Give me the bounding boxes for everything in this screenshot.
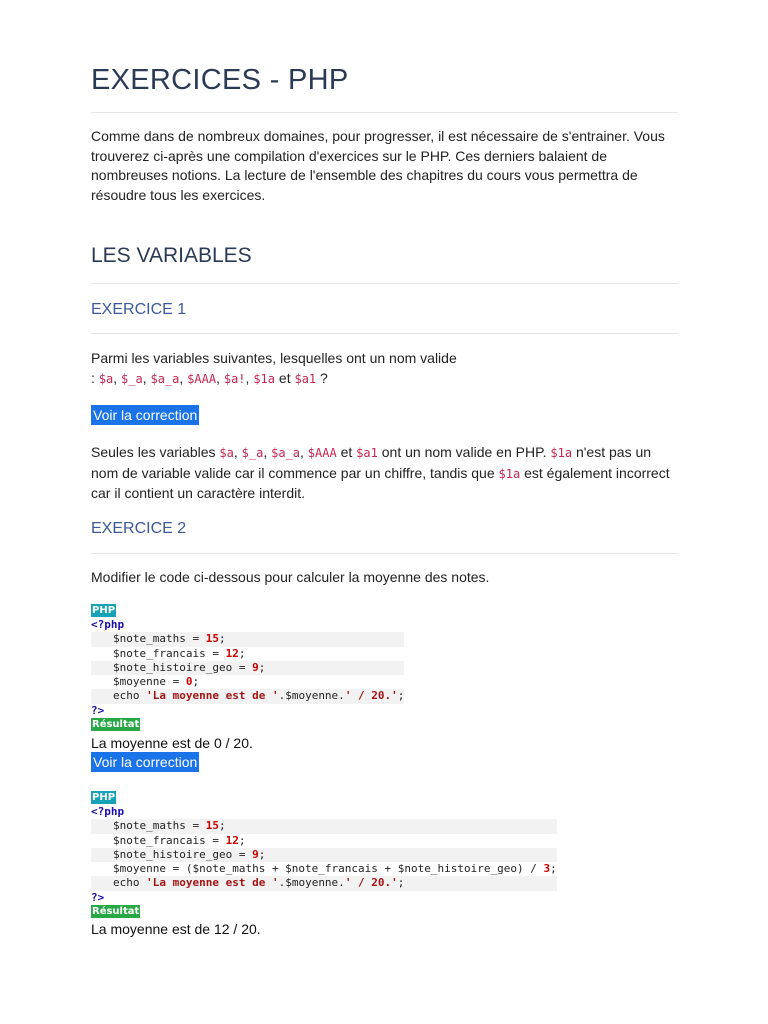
variable-name: $a1 [294, 371, 317, 386]
code-token: .$moyenne. [278, 689, 345, 703]
code-token: $moyenne = [113, 675, 186, 689]
result-badge: Résultat [92, 906, 140, 917]
code-token: $note_maths = [113, 819, 206, 833]
conjunction: et [275, 369, 295, 386]
code-token: ; [258, 847, 266, 861]
code-number: 12 [225, 833, 239, 847]
question-end: ? [316, 369, 328, 386]
question-prefix: : [91, 369, 99, 386]
code-string: 'La moyenne est de ' [146, 689, 279, 703]
answer-text: n'est pas un nom de variable valide car il commence par un chiffre, tandis que [91, 444, 652, 481]
result-output: La moyenne est de 12 / 20. [91, 921, 261, 937]
separator: , [263, 444, 272, 460]
code-token: ; [192, 675, 200, 689]
answer-text: est également incorrect car il contient un caractère interdit. [91, 464, 670, 501]
code-string: ' / 20.' [344, 876, 398, 890]
exercise-2-heading: EXERCICE 2 [91, 520, 187, 537]
code-line [91, 848, 557, 862]
exercise-2-instruction: Modifier le code ci-dessous pour calculer la moyenne des notes. [91, 569, 490, 585]
code-token: .$moyenne. [278, 876, 345, 890]
divider [91, 283, 678, 284]
result-badge: Résultat [92, 719, 140, 730]
code-line [91, 661, 404, 675]
code-number: 12 [225, 646, 239, 660]
variable-name: $a [219, 446, 234, 460]
code-line: ?> [91, 703, 105, 717]
code-number: 9 [252, 660, 259, 674]
code-line [91, 862, 557, 876]
result-output: La moyenne est de 0 / 20. [91, 735, 253, 751]
variable-name: $a [98, 371, 114, 386]
variable-name: $AAA [187, 371, 217, 386]
code-token: ; [397, 876, 405, 890]
variable-name: $1a [550, 446, 573, 460]
code-token: ; [258, 660, 266, 674]
section-title: LES VARIABLES [91, 244, 252, 267]
code-token: $note_francais = [113, 646, 226, 660]
page-title: EXERCICES - PHP [91, 64, 349, 96]
code-token: $moyenne = ($note_maths + $note_francais + $note_histoire_geo) / [113, 862, 544, 876]
code-line [91, 647, 404, 661]
separator: , [245, 369, 254, 386]
exercise-1-question [91, 349, 681, 389]
separator: , [216, 369, 224, 386]
php-badge: PHP [92, 605, 116, 616]
code-token: ; [238, 646, 246, 660]
exercise-1-heading: EXERCICE 1 [91, 301, 187, 318]
variable-name: $a1 [356, 446, 378, 460]
code-token: $note_maths = [113, 632, 206, 646]
code-line [91, 675, 404, 689]
code-line [91, 819, 557, 833]
code-line: ?> [91, 890, 105, 904]
code-block [91, 618, 404, 718]
code-token: $note_histoire_geo = [113, 847, 253, 861]
code-token: $note_francais = [113, 833, 226, 847]
code-block [91, 805, 557, 905]
variable-name: $a_a [271, 446, 301, 460]
conjunction: et [336, 444, 357, 460]
show-correction-button[interactable]: Voir la correction [93, 407, 198, 423]
code-number: 0 [185, 675, 193, 689]
separator: , [113, 369, 122, 386]
show-correction-button[interactable]: Voir la correction [93, 754, 198, 770]
variable-name: $_a [241, 446, 264, 460]
code-line [91, 632, 404, 646]
separator: , [300, 444, 308, 460]
code-token: ; [218, 819, 226, 833]
php-badge: PHP [92, 792, 116, 803]
code-token: ; [397, 689, 405, 703]
divider [91, 333, 678, 334]
code-token: ; [218, 632, 226, 646]
divider [91, 553, 678, 554]
variable-name: $1a [253, 371, 276, 386]
code-number: 9 [252, 847, 259, 861]
code-number: 3 [543, 862, 551, 876]
code-string: ' / 20.' [344, 689, 398, 703]
variable-name: $_a [121, 371, 143, 386]
separator: , [233, 444, 242, 460]
separator: , [142, 369, 151, 386]
divider [91, 112, 678, 113]
variable-name: $a! [223, 371, 246, 386]
variable-name: $a_a [150, 371, 180, 386]
exercise-1-answer [91, 443, 681, 504]
answer-text: Seules les variables [91, 444, 220, 460]
code-token: ; [238, 833, 246, 847]
code-line [91, 834, 557, 848]
code-string: 'La moyenne est de ' [146, 876, 279, 890]
code-line [91, 689, 404, 703]
code-token: echo [113, 689, 147, 703]
code-number: 15 [205, 819, 219, 833]
answer-text: ont un nom valide en PHP. [377, 444, 551, 460]
code-number: 15 [205, 632, 219, 646]
variable-name: $1a [498, 466, 521, 481]
code-line: <?php [91, 805, 125, 818]
intro-paragraph: Comme dans de nombreux domaines, pour progresser, il est nécessaire de s'entrainer. Vous trouverez ci-après une compilation d'exercices sur le PHP. Ces derniers balaient de nombreuses notions. La lecture de l'ensemble des chapitres du cours vous permettra de résoudre tous les exercices. [91, 128, 665, 203]
code-token: $note_histoire_geo = [113, 660, 253, 674]
question-text: Parmi les variables suivantes, lesquelles ont un nom valide [91, 350, 457, 366]
code-line [91, 876, 557, 890]
code-token: ; [550, 862, 557, 876]
separator: , [179, 369, 188, 386]
code-line: <?php [91, 618, 125, 631]
variable-name: $AAA [307, 446, 337, 460]
code-token: echo [113, 876, 147, 890]
